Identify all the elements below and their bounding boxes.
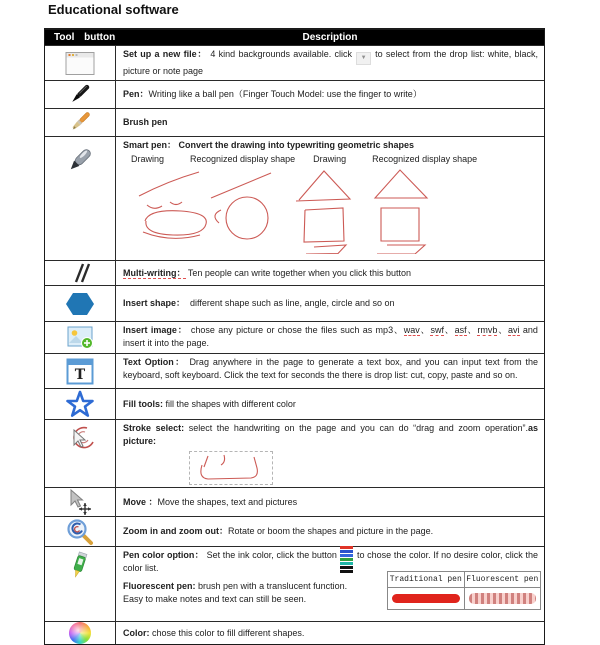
svg-text:T: T [74,366,86,383]
page-title: Educational software [48,2,179,17]
row-label-suffix: as picture: [123,423,538,446]
stroke-select-icon [65,424,95,454]
row-text: Easy to make notes and text can still be seen. [123,594,307,604]
row-label: Insert image： [123,325,188,335]
table-row-color [45,621,544,644]
table-row-multi-writing [45,260,544,285]
smart-pen-icon [64,145,96,179]
brush-pen-icon [67,109,94,136]
traditional-pen-stroke [392,594,460,603]
row-label: Pen color option： [123,550,204,560]
table-row-brush-pen [45,108,544,136]
stroke-selection-example [189,451,273,485]
fluorescent-pen-stroke [469,593,537,604]
row-text: Drag anywhere in the page to generate a text box, and you can input text from the keyboard, soft keyboard. Click the text for seconds the there is drop list: cut, copy, paste and so on. [123,357,538,380]
pen-comparison-table [387,571,541,610]
row-label: Brush pen [123,117,168,127]
row-label: Set up a new file： [123,49,208,59]
table-row-insert-shape [45,285,544,321]
spellchecked-word: asf [454,325,467,335]
selected-handwriting-sketch [190,452,272,484]
table-row-text-option [45,353,544,388]
spellchecked-word: wav [403,325,420,335]
row-label: Insert shape： [123,298,186,308]
fill-tools-icon [65,390,95,419]
row-label: Move ： [123,496,158,507]
pen-color-icon [66,551,94,583]
multi-writing-icon [65,261,95,285]
spellchecked-word: swf [430,325,444,335]
row-label: Fill tools: [123,398,163,409]
row-label: Pen： [123,89,149,99]
text-option-icon [66,358,94,385]
row-label-fluorescent: Fluorescent pen: [123,581,196,591]
row-text: Rotate or boom the shapes and picture in the page. [228,526,434,536]
insert-image-icon [67,326,94,350]
table-row-stroke-select [45,419,544,487]
table-row-new-file [45,45,544,80]
drawing-column-labels: Drawing Recognized display shape Drawing Recognized display shape [131,154,478,164]
row-text: 4 kind backgrounds available. click [210,49,353,59]
color-wheel-icon [69,622,91,644]
table-row-zoom [45,516,544,546]
row-text: fill the shapes with different color [165,398,296,409]
dropdown-arrow-icon: ▼ [356,52,371,65]
row-text: select the handwriting on the page and you can do “drag and zoom operation”. [188,423,528,433]
row-label: Smart pen： [123,140,177,150]
row-label: Stroke select: [123,423,185,433]
color-strip-icon [340,546,353,573]
row-text: different shape such as line, angle, circle and so on [190,298,395,308]
tool-description-table [44,28,545,645]
table-row-smart-pen [45,136,544,260]
table-header-row [45,30,544,45]
header-tool-button: Tool button [54,32,116,43]
row-label: Color: [123,627,150,638]
row-text: Move the shapes, text and pictures [157,496,298,507]
new-file-icon [64,50,96,77]
shape-recognition-examples [123,166,539,254]
row-text: Writing like a ball pen（Finger Touch Model: use the finger to write） [148,89,422,99]
table-row-fill-tools [45,388,544,419]
move-icon [65,488,95,516]
row-text: Ten people can write together when you click this button [187,267,411,278]
table-row-move [45,487,544,516]
row-label: Multi-writing： [123,267,186,278]
row-text: chose this color to fill different shapes. [152,627,305,638]
table-row-pen-color-option: Pen color option： Set the ink color, click the button to chose the color. If no desire color, click the color list. Fluorescent pen: brush pen with a translucent function. Easy to make notes and text can still be seen. Traditional pen Fluorescent pen [45,546,544,621]
header-description: Description [302,32,358,43]
row-label: Zoom in and zoom out： [123,526,228,536]
insert-shape-icon [65,290,95,318]
row-text: Convert the drawing into typewriting geometric shapes [178,140,415,150]
table-row-insert-image: Insert image： chose any picture or chose the files such as mp3、wav、swf、asf、rmvb、avi and insert it into the page. [45,321,544,353]
pen-icon [67,81,94,108]
spellchecked-word: rmvb [477,325,498,335]
spellchecked-word: avi [508,325,520,335]
table-row-pen [45,80,544,108]
mini-table-header-traditional: Traditional pen [388,572,465,587]
row-label: Text Option： [123,357,186,367]
zoom-icon [66,518,94,546]
mini-table-header-fluorescent: Fluorescent pen [466,575,539,584]
row-text: to select from the drop list: white, black, picture or note page [123,49,539,76]
